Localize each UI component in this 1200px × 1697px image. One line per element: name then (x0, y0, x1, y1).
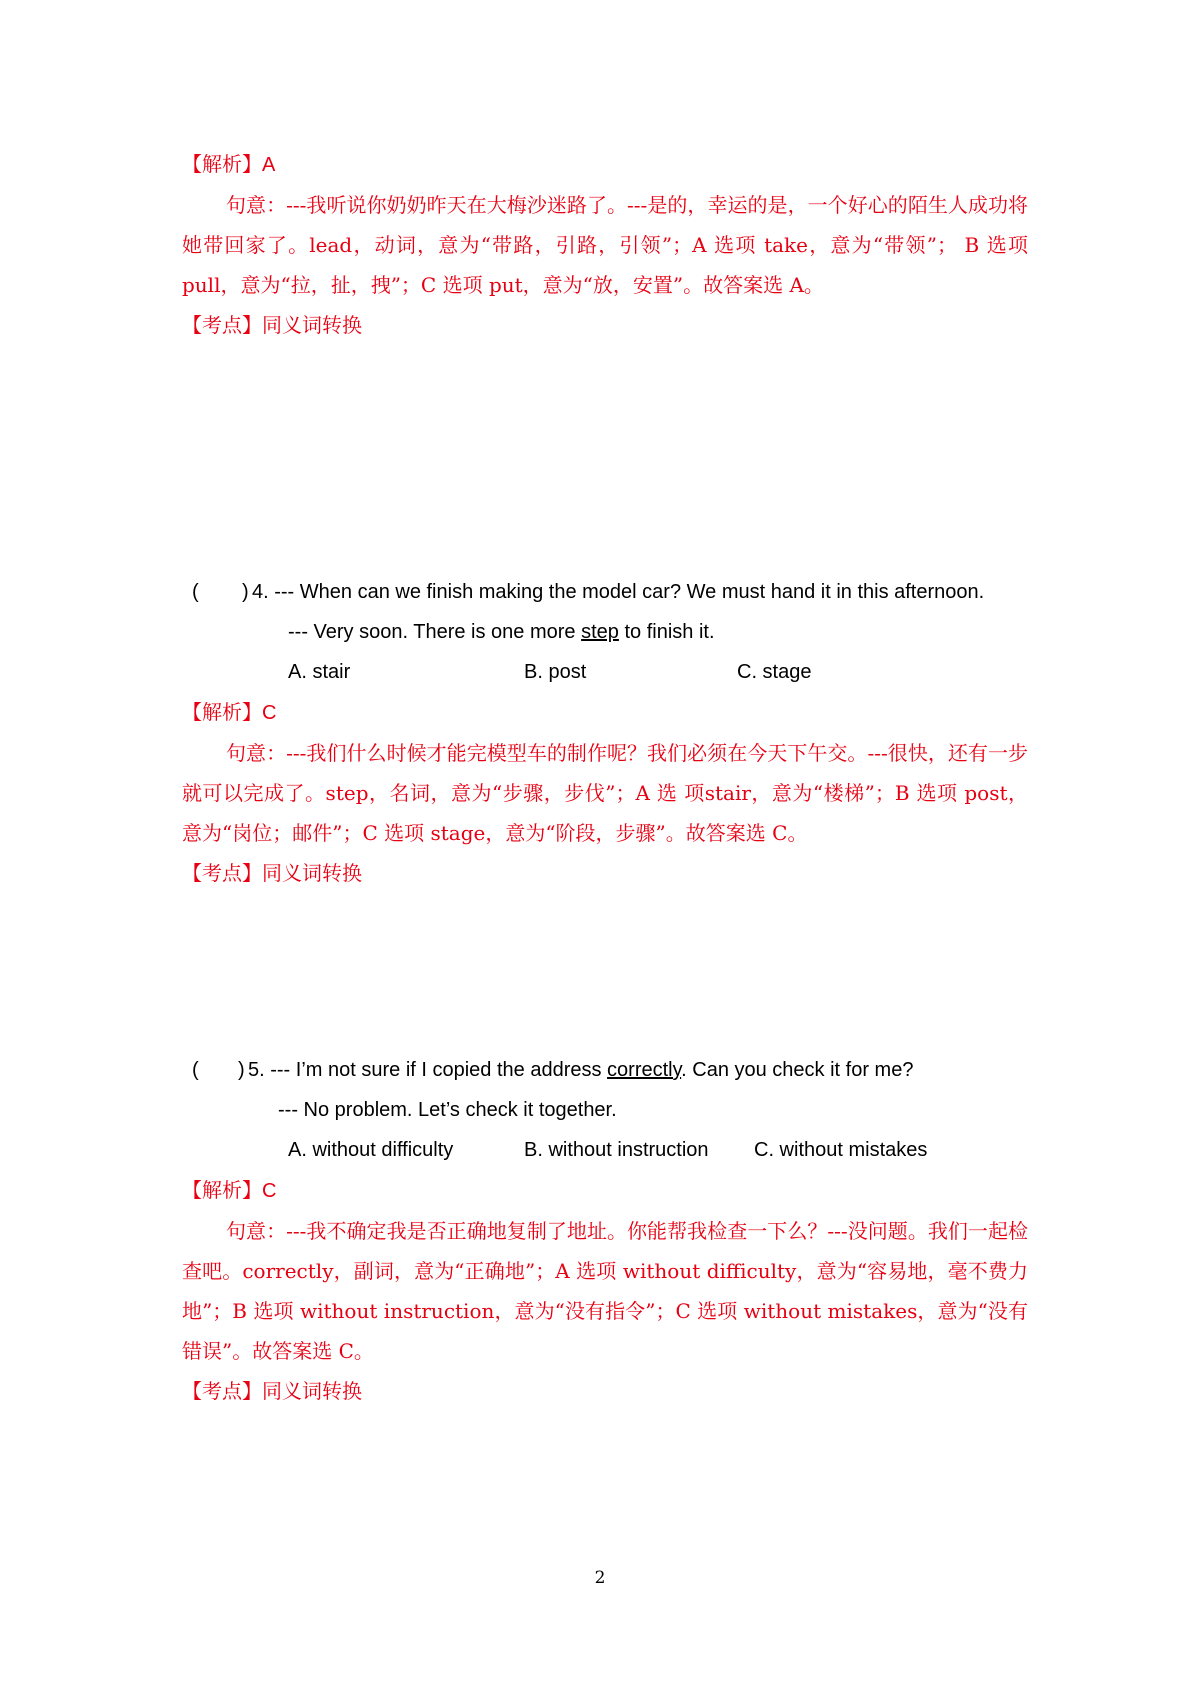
point-tag: 【考点】 (182, 1379, 262, 1403)
analysis-block-q3 (182, 144, 1028, 346)
analysis-heading (182, 692, 1028, 733)
question-reply (288, 612, 715, 652)
reply-text-after: to finish it. (618, 621, 715, 643)
analysis-block-q5 (182, 1170, 1028, 1412)
point-heading (182, 1371, 1028, 1412)
analysis-explanation: 句意：---我不确定我是否正确地复制了地址。你能帮我检查一下么？---没问题。我们一起检查吧。correctly，副词，意为“正确地”；A 选项 without difficulty，意为“容易地，毫不费力地”；B 选项 without instruction，意为“没有指令”；C 选项 without mistakes，意为“没有错误”。故答案选 C。 (182, 1219, 1028, 1363)
point-text: 同义词转换 (262, 861, 362, 885)
page-number: 2 (594, 1568, 606, 1588)
question-reply: --- No problem. Let’s check it together. (278, 1099, 617, 1121)
option-b: B. without instruction (524, 1139, 709, 1161)
underlined-word: step (581, 621, 619, 643)
point-heading (182, 305, 1028, 346)
point-heading (182, 853, 1028, 894)
question-stem: 4. --- When can we finish making the model car? We must hand it in this afternoon. (252, 581, 985, 603)
stem-text-after: . Can you check it for me? (681, 1059, 914, 1081)
analysis-answer: C (262, 1180, 277, 1202)
analysis-heading (182, 144, 1028, 185)
question-stem (248, 1050, 913, 1090)
underlined-word: correctly (607, 1059, 682, 1081)
point-text: 同义词转换 (262, 313, 362, 337)
analysis-tag: 【解析】 (182, 700, 262, 724)
question-reply-line (182, 612, 1028, 652)
option-a: A. without difficulty (288, 1139, 454, 1161)
answer-paren-open: ( (192, 581, 199, 603)
analysis-explanation: 句意：---我听说你奶奶昨天在大梅沙迷路了。---是的，幸运的是，一个好心的陌生人成功将她带回家了。lead，动词，意为“带路，引路，引领”；A 选项 take，意为“带领”； B 选项 pull，意为“拉，扯，拽”；C 选项 put，意为“放，安置”。故答案选 A。 (182, 193, 1028, 297)
analysis-answer: C (262, 702, 277, 724)
answer-paren-close: ) (242, 581, 249, 603)
stem-text-before: 5. --- I’m not sure if I copied the address (248, 1059, 608, 1081)
point-tag: 【考点】 (182, 861, 262, 885)
question-stem-line (182, 1050, 1028, 1090)
options-line (182, 1130, 1028, 1170)
reply-text-before: --- Very soon. There is one more (288, 621, 582, 643)
option-b: B. post (524, 661, 587, 683)
question-reply-line (182, 1090, 1028, 1130)
analysis-block-q4 (182, 692, 1028, 894)
option-c: C. without mistakes (754, 1139, 928, 1161)
question-stem-line (182, 572, 1028, 612)
option-c: C. stage (737, 661, 812, 683)
question-4 (182, 572, 1028, 692)
options-line (182, 652, 1028, 692)
point-text: 同义词转换 (262, 1379, 362, 1403)
analysis-heading (182, 1170, 1028, 1211)
answer-paren-open: ( (192, 1059, 199, 1081)
answer-paren-close: ) (238, 1059, 245, 1081)
analysis-explanation: 句意：---我们什么时候才能完模型车的制作呢？我们必须在今天下午交。---很快，还有一步就可以完成了。step，名词，意为“步骤，步伐”；A 选 项stair，意为“楼梯”；B 选项 post，意为“岗位；邮件”；C 选项 stage，意为“阶段，步骤”。故答案选 C。 (182, 741, 1028, 845)
option-a: A. stair (288, 661, 351, 683)
point-tag: 【考点】 (182, 313, 262, 337)
analysis-tag: 【解析】 (182, 1178, 262, 1202)
analysis-answer: A (262, 154, 276, 176)
question-5 (182, 1050, 1028, 1170)
analysis-tag: 【解析】 (182, 152, 262, 176)
